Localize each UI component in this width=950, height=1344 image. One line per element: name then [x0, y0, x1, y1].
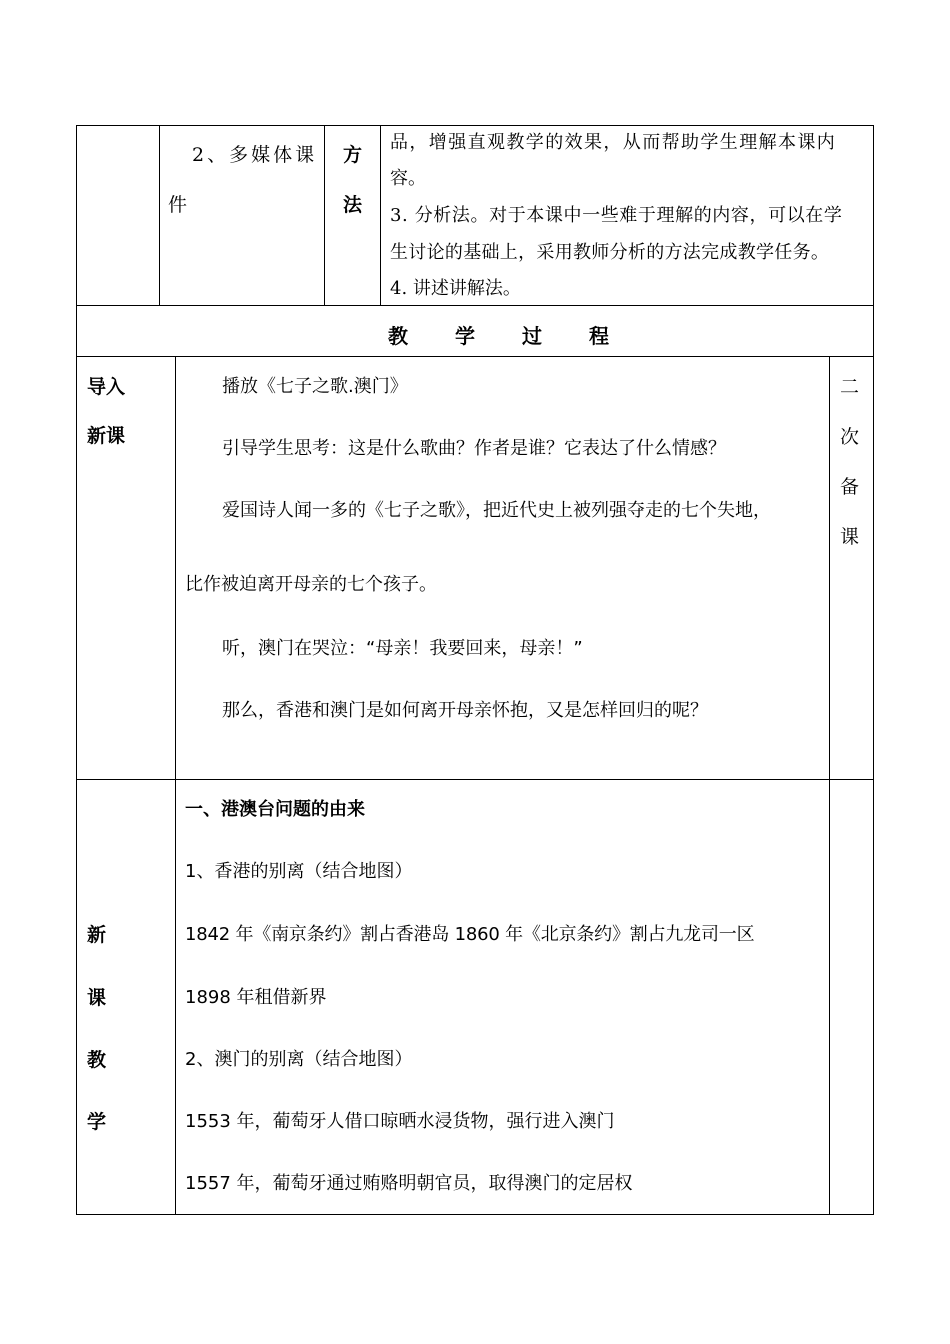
methods-line: 容。: [390, 168, 426, 189]
process-header-char: 教: [388, 324, 408, 348]
table-border-top: [76, 125, 874, 126]
intro-line: 播放《七子之歌.澳门》: [222, 376, 408, 397]
col-divider: [175, 356, 176, 1215]
section-heading: 一、港澳台问题的由来: [185, 799, 365, 820]
process-header-char: 过: [522, 324, 542, 348]
materials-text: 2、多媒体课: [192, 144, 318, 166]
side-note-char: 备: [840, 476, 860, 498]
col-divider: [324, 125, 325, 306]
methods-line: 品，增强直观教学的效果，从而帮助学生理解本课内: [390, 132, 837, 153]
table-border-right: [873, 125, 874, 1215]
col-divider: [159, 125, 160, 306]
row-divider: [76, 356, 874, 357]
intro-line: 比作被迫离开母亲的七个孩子。: [185, 574, 437, 595]
content-line: 1553 年，葡萄牙人借口晾晒水浸货物，强行进入澳门: [185, 1111, 615, 1132]
method-label: 法: [343, 194, 363, 216]
new-lesson-label-char: 新: [87, 924, 107, 946]
col-divider: [829, 356, 830, 1215]
side-note-char: 次: [840, 426, 860, 448]
new-lesson-label-char: 学: [87, 1111, 107, 1133]
methods-line: 3. 分析法。对于本课中一些难于理解的内容，可以在学: [390, 205, 843, 226]
side-note-char: 课: [840, 526, 860, 548]
row-divider: [76, 779, 874, 780]
table-border-left: [76, 125, 77, 1215]
new-lesson-label-char: 教: [87, 1049, 107, 1071]
methods-line: 生讨论的基础上，采用教师分析的方法完成教学任务。: [390, 242, 830, 263]
table-border-bottom: [76, 1214, 874, 1215]
content-line: 2、澳门的别离（结合地图）: [185, 1049, 413, 1070]
intro-line: 引导学生思考：这是什么歌曲？作者是谁？它表达了什么情感？: [222, 438, 726, 459]
intro-line: 那么，香港和澳门是如何离开母亲怀抱，又是怎样回归的呢？: [222, 700, 708, 721]
content-line: 1898 年租借新界: [185, 987, 327, 1008]
intro-label: 新课: [87, 425, 126, 447]
intro-label: 导入: [87, 376, 126, 398]
row-divider: [76, 305, 874, 306]
content-line: 1842 年《南京条约》割占香港岛 1860 年《北京条约》割占九龙司一区: [185, 924, 755, 945]
content-line: 1、香港的别离（结合地图）: [185, 861, 413, 882]
process-header-char: 程: [589, 324, 609, 348]
intro-line: 爱国诗人闻一多的《七子之歌》，把近代史上被列强夺走的七个失地，: [222, 500, 771, 521]
methods-line: 4. 讲述讲解法。: [390, 278, 521, 299]
content-line: 1557 年，葡萄牙通过贿赂明朝官员，取得澳门的定居权: [185, 1173, 633, 1194]
method-label: 方: [343, 144, 363, 166]
materials-text: 件: [168, 194, 188, 216]
new-lesson-label-char: 课: [87, 987, 107, 1009]
side-note-char: 二: [840, 376, 860, 398]
intro-line: 听，澳门在哭泣：“母亲！我要回来，母亲！”: [222, 638, 583, 659]
process-header-char: 学: [455, 324, 475, 348]
col-divider: [380, 125, 381, 306]
